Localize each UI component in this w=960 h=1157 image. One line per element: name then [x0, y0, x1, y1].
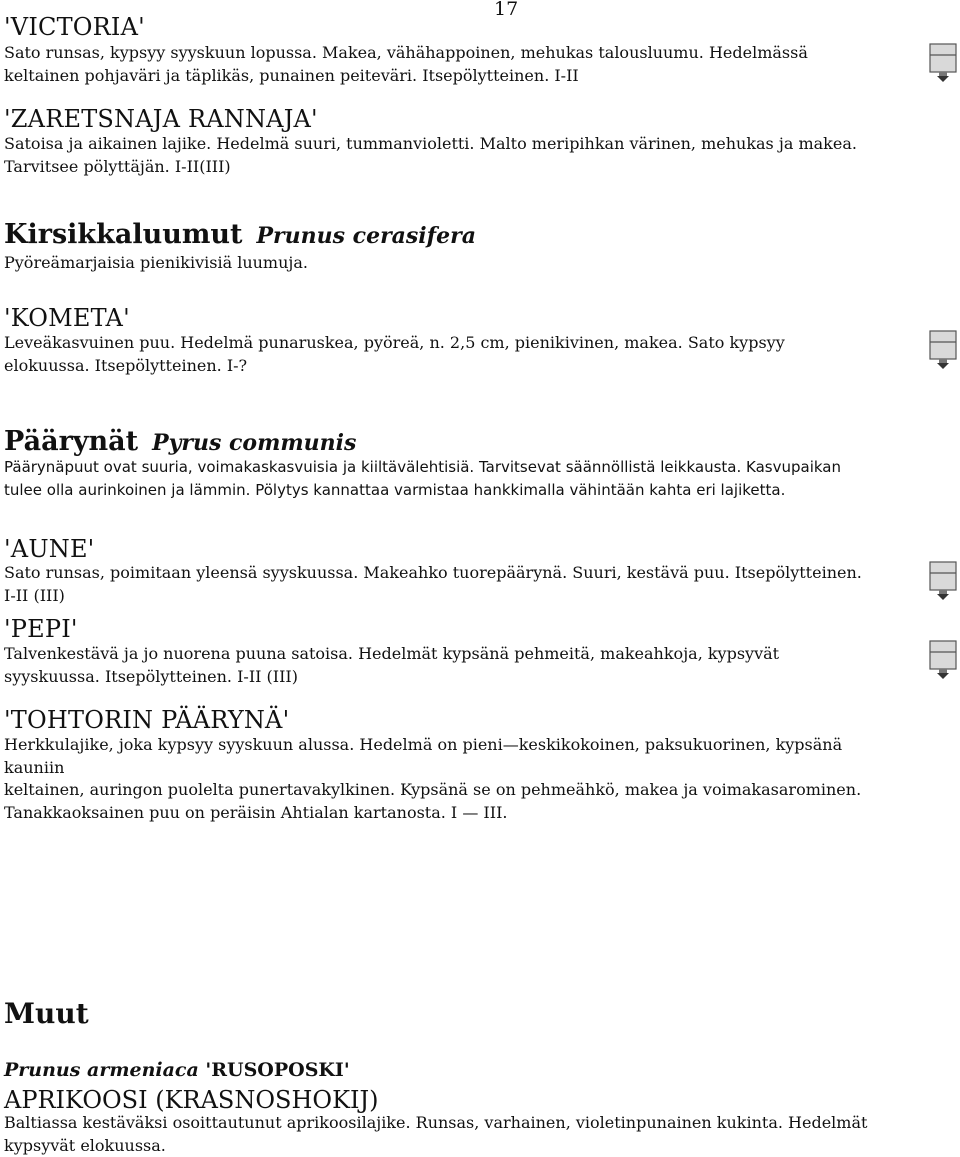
aprikoosi-title: APRIKOOSI (KRASNOSHOKIJ) [4, 1086, 379, 1114]
kirsikkaluumut-description: Pyöreämarjaisia pienikivisiä luumuja. [4, 253, 308, 272]
page-number: 17 [494, 0, 519, 20]
pepi-line-2: syyskuussa. Itsepölytteinen. I-II (III) [4, 666, 298, 686]
zaretsnaja-description [4, 133, 904, 178]
rusoposki-name: 'RUSOPOSKI' [198, 1059, 350, 1081]
pepi-line-1: Talvenkestävä ja jo nuorena puuna satoisa. Hedelmät kypsänä pehmeitä, makeahkoja, kypsyvät [4, 644, 780, 663]
tohtorin-line-2: keltainen, auringon puolelta punertavakylkinen. Kypsänä se on pehmeähkö, makea ja voimakasarominen. [4, 780, 862, 799]
victoria-line-2: keltainen pohjaväri ja täplikäs, punainen peiteväri. Itsepölytteinen. I-II [4, 65, 579, 85]
kirsikkaluumut-title: Kirsikkaluumut [4, 219, 243, 250]
paarynat-description [4, 456, 904, 501]
tohtorin-line-3: Tanakkaoksainen puu on peräisin Ahtialan kartanosta. I — III. [4, 802, 508, 822]
aune-line-1: Sato runsas, poimitaan yleensä syyskuussa. Makeahko tuorepäärynä. Suuri, kestävä puu. Itsepölytteinen. [4, 563, 862, 582]
paarynat-title: Päärynät [4, 426, 139, 457]
kometa-line-1: Leveäkasvuinen puu. Hedelmä punaruskea, pyöreä, n. 2,5 cm, pienikivinen, makea. Sato kypsyy [4, 333, 785, 352]
paarynat-line-1: Päärynäpuut ovat suuria, voimakaskasvuisia ja kiiltävälehtisiä. Tarvitsevat säännöllistä leikkausta. Kasvupaikan [4, 458, 842, 476]
aune-description [4, 562, 904, 607]
kometa-title: 'KOMETA' [4, 304, 130, 332]
paarynat-latin: Pyrus communis [152, 430, 357, 456]
kometa-line-2: elokuussa. Itsepölytteinen. I-? [4, 355, 248, 375]
pepi-title: 'PEPI' [4, 615, 78, 643]
tohtorin-line-1: Herkkulajike, joka kypsyy syyskuun alussa. Hedelmä on pieni—keskikokoinen, paksukuorinen, kypsänä kauniin [4, 735, 843, 777]
note-icon[interactable] [928, 43, 958, 83]
zaretsnaja-line-2: Tarvitsee pölyttäjän. I-II(III) [4, 156, 231, 176]
aune-line-2: I-II (III) [4, 585, 65, 605]
paarynat-heading [4, 427, 356, 458]
tohtorin-description [4, 734, 904, 824]
note-icon[interactable] [928, 330, 958, 370]
note-icon[interactable] [928, 640, 958, 680]
paarynat-line-2: tulee olla aurinkoinen ja lämmin. Pölytys kannattaa varmistaa hankkimalla vähintään kahta eri lajiketta. [4, 480, 786, 499]
pepi-description [4, 643, 904, 688]
note-icon[interactable] [928, 561, 958, 601]
victoria-line-1: Sato runsas, kypsyy syyskuun lopussa. Makea, vähähappoinen, mehukas talousluumu. Hedelmässä [4, 43, 808, 62]
zaretsnaja-title: 'ZARETSNAJA RANNAJA' [4, 105, 318, 133]
rusoposki-latin: Prunus armeniaca [4, 1059, 199, 1081]
zaretsnaja-line-1: Satoisa ja aikainen lajike. Hedelmä suuri, tummanvioletti. Malto meripihkan värinen, mehukas ja makea. [4, 134, 857, 153]
aprikoosi-description [4, 1112, 904, 1157]
aprikoosi-line-2: kypsyvät elokuussa. [4, 1135, 166, 1155]
aune-title: 'AUNE' [4, 535, 95, 563]
kirsikkaluumut-heading [4, 220, 476, 251]
aprikoosi-line-1: Baltiassa kestäväksi osoittautunut aprikoosilajike. Runsas, varhainen, violetinpunainen kukinta. Hedelmät [4, 1113, 868, 1132]
tohtorin-title: 'TOHTORIN PÄÄRYNÄ' [4, 706, 290, 734]
kometa-description [4, 332, 904, 377]
rusoposki-heading [4, 1059, 350, 1081]
muut-heading: Muut [4, 997, 89, 1030]
victoria-title: 'VICTORIA' [4, 13, 145, 41]
kirsikkaluumut-latin: Prunus cerasifera [256, 223, 476, 249]
victoria-description [4, 42, 904, 87]
